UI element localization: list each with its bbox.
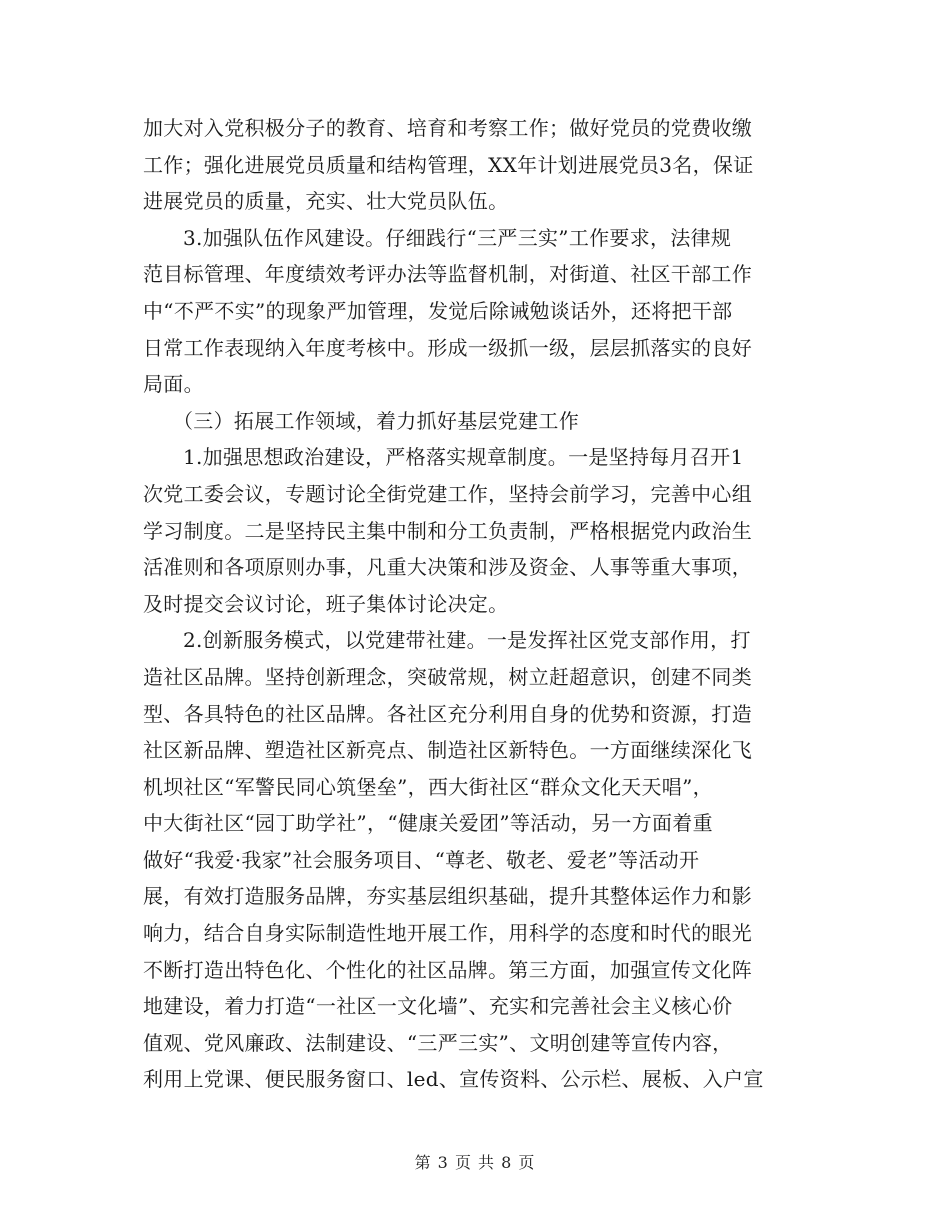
text-line: 型、各具特色的社区品牌。各社区充分利用自身的优势和资源，打造	[143, 701, 752, 726]
text-line: 值观、党风廉政、法制建设、“三严三实”、文明创建等宣传内容，	[143, 1030, 733, 1055]
paragraph-start-line: 1.加强思想政治建设，严格落实规章制度。一是坚持每月召开1	[183, 445, 744, 470]
document-body	[143, 110, 803, 1098]
page-number-footer: 第 3 页 共 8 页	[414, 1153, 536, 1172]
text-line: 社区新品牌、塑造社区新亮点、制造社区新特色。一方面继续深化飞	[143, 738, 752, 763]
text-line: 范目标管理、年度绩效考评办法等监督机制，对街道、社区干部工作	[143, 262, 752, 287]
paragraph-start-line: 2.创新服务模式，以党建带社建。一是发挥社区党支部作用，打	[183, 628, 751, 653]
text-line: 次党工委会议，专题讨论全街党建工作，坚持会前学习，完善中心组	[143, 481, 752, 506]
text-line: 日常工作表现纳入年度考核中。形成一级抓一级，层层抓落实的良好	[143, 335, 752, 360]
text-line: 学习制度。二是坚持民主集中制和分工负责制，严格根据党内政治生	[143, 518, 752, 543]
text-line: 及时提交会议讨论，班子集体讨论决定。	[143, 591, 509, 616]
text-line: 加大对入党积极分子的教育、培育和考察工作；做好党员的党费收缴	[143, 116, 752, 140]
text-line: 中大街社区“园丁助学社”，“健康关爱团”等活动，另一方面着重	[143, 811, 713, 836]
text-line: 展，有效打造服务品牌，夯实基层组织基础，提升其整体运作力和影	[143, 884, 752, 909]
text-line: 响力，结合自身实际制造性地开展工作，用科学的态度和时代的眼光	[143, 921, 752, 946]
text-line: 进展党员的质量，充实、壮大党员队伍。	[143, 189, 509, 214]
text-line: 不断打造出特色化、个性化的社区品牌。第三方面，加强宣传文化阵	[143, 957, 752, 982]
text-line: 地建设，着力打造“一社区一文化墙”、充实和完善社会主义核心价	[143, 994, 733, 1019]
text-line: 造社区品牌。坚持创新理念，突破常规，树立赶超意识，创建不同类	[143, 664, 752, 689]
text-line: 局面。	[143, 372, 204, 397]
paragraph-start-line: 3.加强队伍作风建设。仔细践行“三严三实”工作要求，法律规	[183, 225, 732, 250]
section-heading: （三）拓展工作领域，着力抓好基层党建工作	[173, 408, 579, 433]
text-line: 活准则和各项原则办事，凡重大决策和涉及资金、人事等重大事项，	[143, 555, 752, 580]
text-line: 机坝社区“军警民同心筑堡垒”，西大街社区“群众文化天天唱”，	[143, 774, 713, 799]
text-line: 工作；强化进展党员质量和结构管理，XX年计划进展党员3名，保证	[143, 152, 754, 177]
text-line: 做好“我爱·我家”社会服务项目、“尊老、敬老、爱老”等活动开	[143, 847, 700, 872]
text-line: 中“不严不实”的现象严加管理，发觉后除诫勉谈话外，还将把干部	[143, 298, 733, 323]
text-line: 利用上党课、便民服务窗口、led、宣传资料、公示栏、展板、入户宣	[143, 1067, 764, 1092]
